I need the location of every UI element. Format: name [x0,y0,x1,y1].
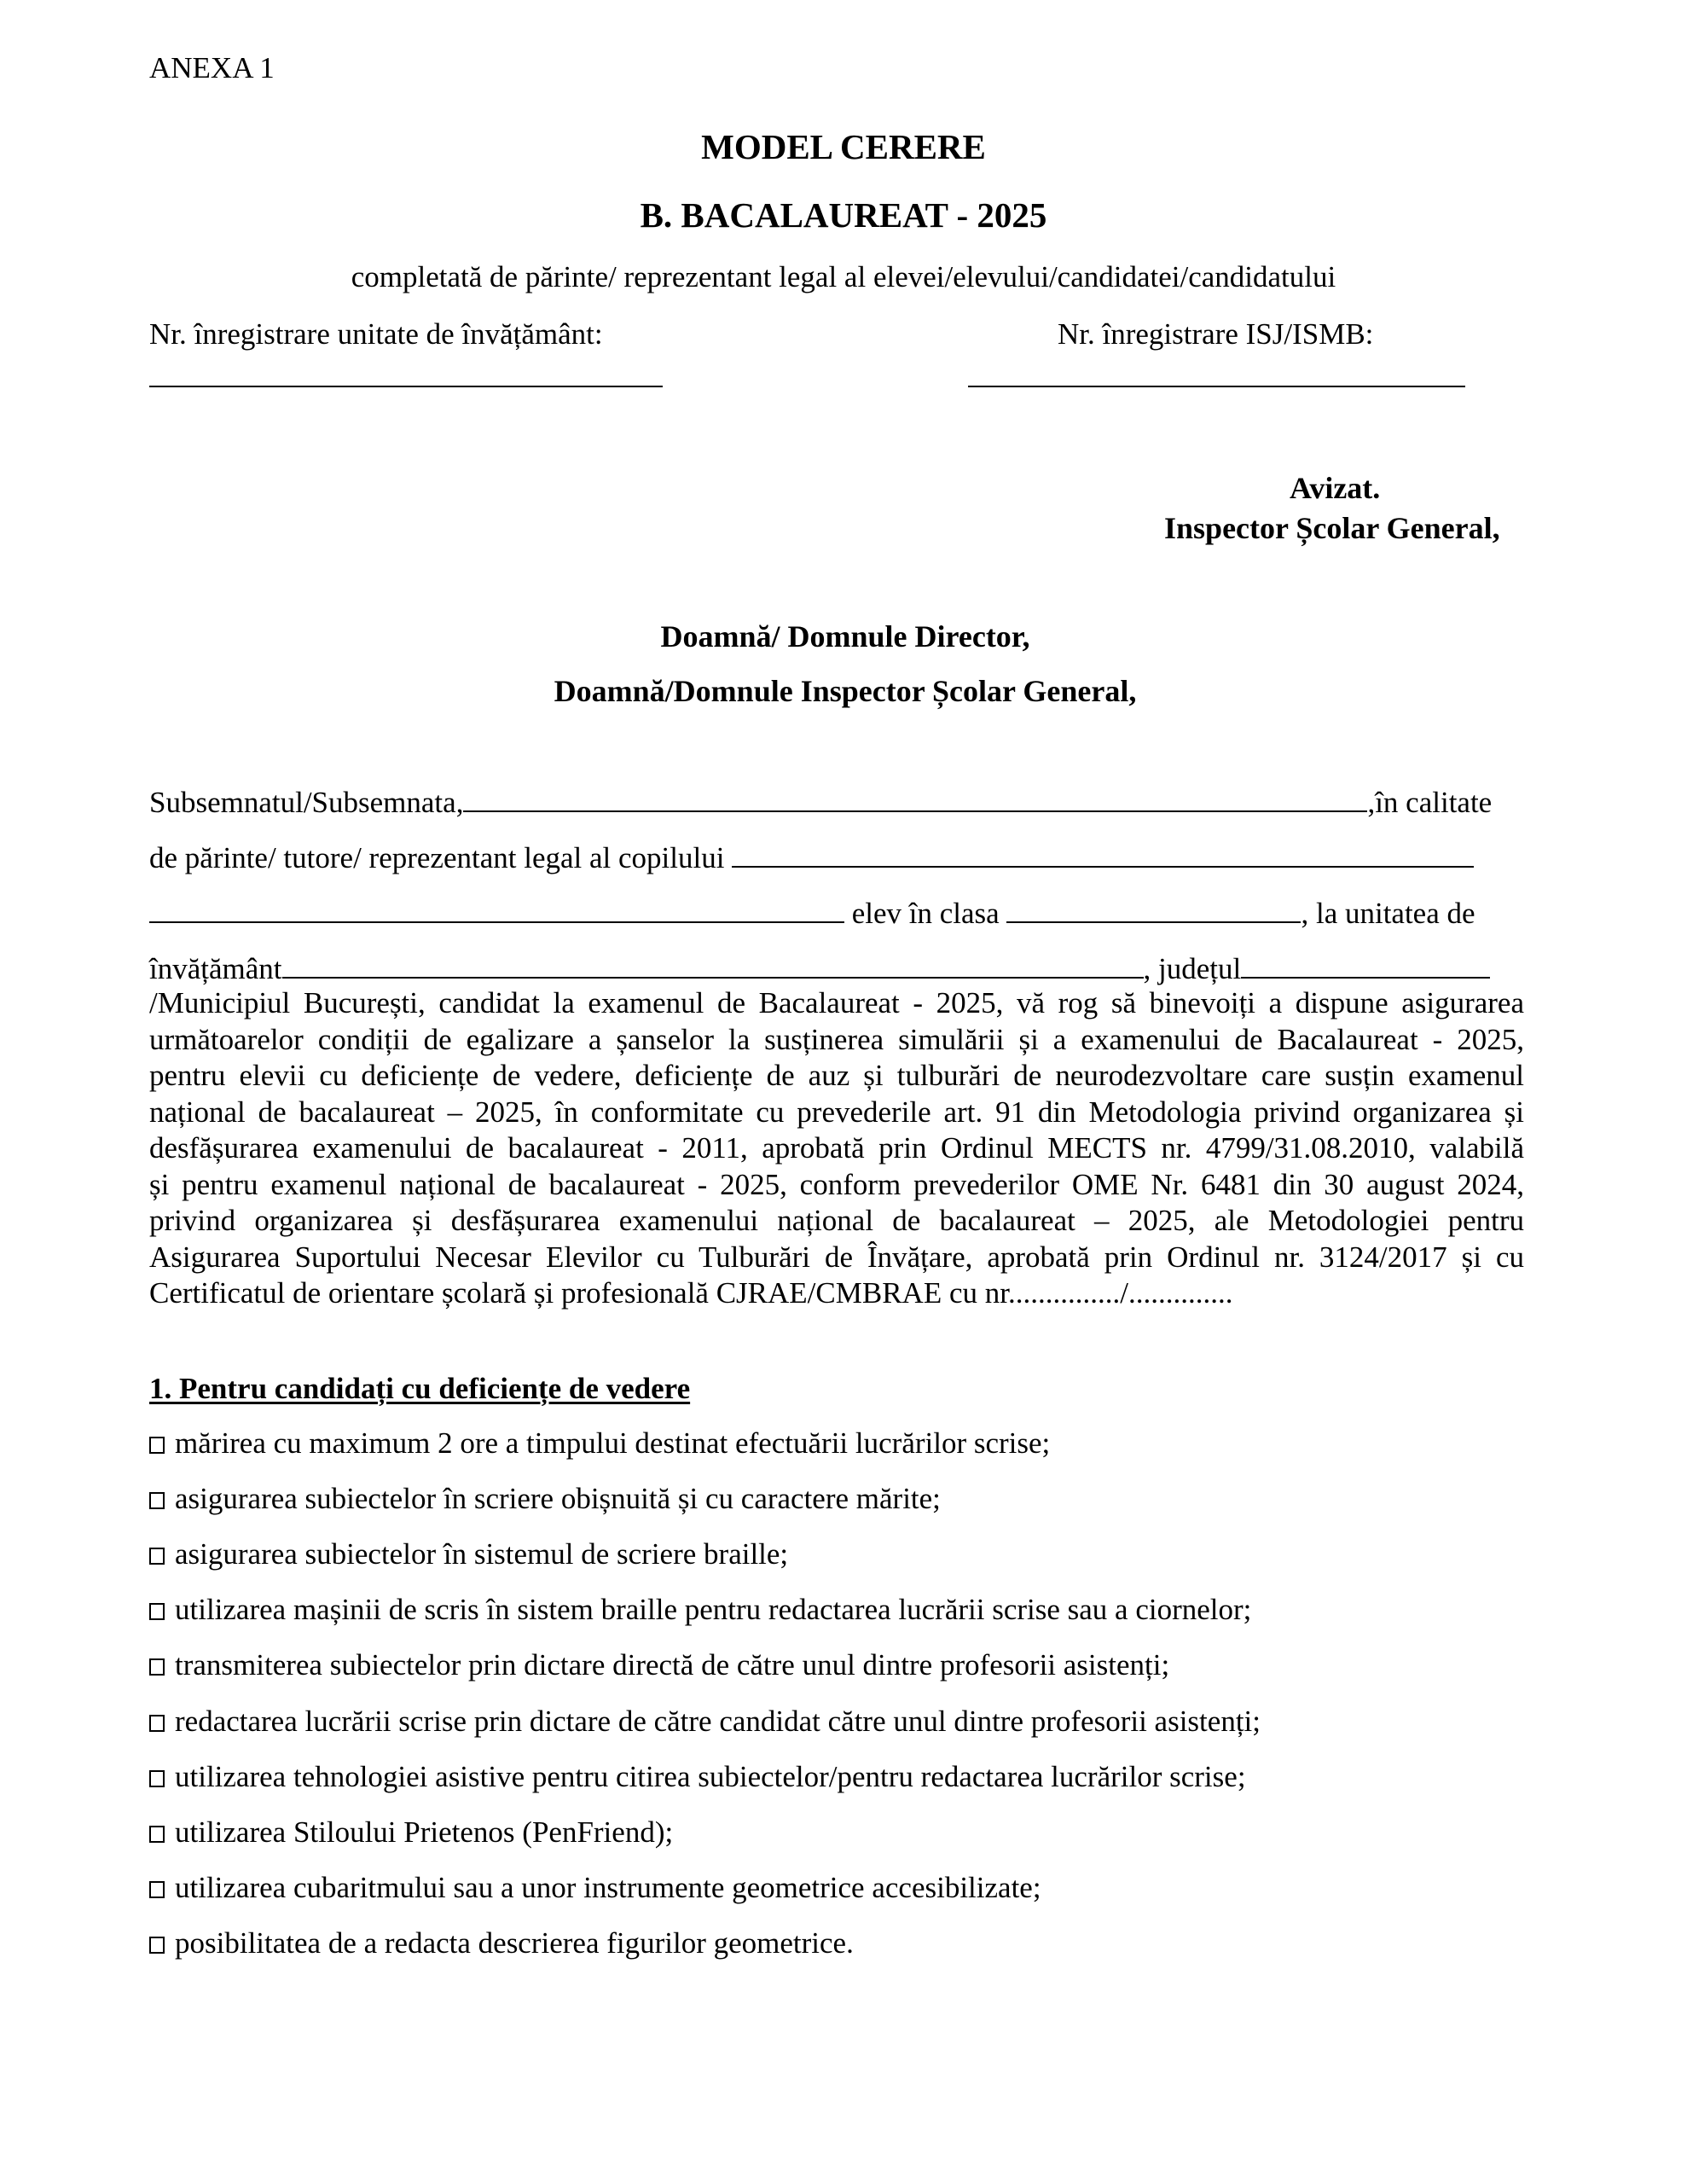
row1-suffix: ,în calitate [1367,786,1493,819]
county-field[interactable] [1241,951,1490,979]
option-item[interactable] [149,1705,1261,1739]
class-field[interactable] [1006,896,1301,923]
option-label: redactarea lucrării scrise prin dictare de către candidat către unul dintre profesorii asistenți; [175,1705,1261,1738]
option-item[interactable] [149,1648,1169,1682]
paragraph-line: și pentru examenul național de bacalaureat - 2025, conform prevederilor OME Nr. 6481 din 30 august 2024, [149,1167,1524,1201]
option-item[interactable] [149,1593,1251,1627]
isj-registration-label: Nr. înregistrare ISJ/ISMB: [1058,317,1374,351]
row4-middle: , județul [1143,952,1242,985]
option-item[interactable] [149,1815,673,1850]
option-item[interactable] [149,1426,1050,1461]
paragraph-line: național de bacalaureat – 2025, în conformitate cu prevederile art. 91 din Metodologia privind organizarea și [149,1095,1524,1129]
option-label: mărirea cu maximum 2 ore a timpului destinat efectuării lucrărilor scrise; [175,1426,1051,1460]
paragraph-line: Certificatul de orientare școlară și profesională CJRAE/CMBRAE cu nr.............../.............. [149,1276,1233,1310]
school-registration-field[interactable] [149,386,663,387]
option-label: asigurarea subiectelor în scriere obișnuită și cu caractere mărite; [175,1482,941,1515]
paragraph-line: următoarelor condiții de egalizare a șanselor la susținerea simulării și a examenului de Bacalaureat - 2025, [149,1022,1524,1056]
checkbox-icon[interactable] [149,1658,165,1676]
parent-name-field[interactable] [463,785,1367,812]
form-row-4 [149,951,1524,986]
document-description: completată de părinte/ reprezentant legal al elevei/elevului/candidatei/candidatului [351,260,1336,293]
option-label: utilizarea Stiloului Prietenos (PenFriend); [175,1815,674,1849]
checkbox-icon[interactable] [149,1548,165,1565]
option-item[interactable] [149,1926,854,1960]
paragraph-line: desfășurarea examenului de bacalaureat - 2011, aprobată prin Ordinul MECTS nr. 4799/31.08.2010, valabilă [149,1131,1524,1165]
option-label: posibilitatea de a redacta descrierea figurilor geometrice. [175,1926,854,1960]
isj-registration-field[interactable] [968,386,1465,387]
row4-prefix: învățământ [149,952,282,985]
option-item[interactable] [149,1537,788,1571]
document-title: MODEL CERERE [701,127,986,166]
checkbox-icon[interactable] [149,1715,165,1732]
row2-prefix: de părinte/ tutore/ reprezentant legal al copilului [149,841,725,874]
checkbox-icon[interactable] [149,1881,165,1898]
form-row-3 [149,896,1524,931]
form-row-1 [149,785,1524,820]
approval-signatory: Inspector Școlar General, [1164,511,1500,545]
school-unit-field[interactable] [282,951,1144,979]
request-paragraph [149,985,1524,1312]
row1-prefix: Subsemnatul/Subsemnata, [149,786,464,819]
checkbox-icon[interactable] [149,1437,165,1454]
checkbox-icon[interactable] [149,1937,165,1954]
document-subtitle: B. BACALAUREAT - 2025 [640,195,1047,235]
checkbox-icon[interactable] [149,1603,165,1620]
paragraph-line: Asigurarea Suportului Necesar Elevilor cu Tulburări de Învățare, aprobată prin Ordinul nr. 3124/2017 și cu [149,1240,1524,1274]
option-item[interactable] [149,1760,1246,1794]
option-item[interactable] [149,1482,941,1516]
checkbox-icon[interactable] [149,1492,165,1509]
checkbox-icon[interactable] [149,1826,165,1843]
child-name-field[interactable] [732,840,1474,868]
salutation-director: Doamnă/ Domnule Director, [660,619,1030,653]
paragraph-line: /Municipiul București, candidat la examenul de Bacalaureat - 2025, vă rog să binevoiți a dispune asigurarea [149,986,1524,1019]
approval-label: Avizat. [1290,471,1381,505]
option-label: transmiterea subiectelor prin dictare directă de către unul dintre profesorii asistenți; [175,1648,1170,1682]
option-item[interactable] [149,1871,1041,1905]
option-label: asigurarea subiectelor în sistemul de scriere braille; [175,1537,789,1571]
option-label: utilizarea mașinii de scris în sistem braille pentru redactarea lucrării scrise sau a ciornelor; [175,1593,1252,1626]
section-heading-vision: 1. Pentru candidați cu deficiențe de vedere [149,1372,691,1405]
salutation-inspector: Doamnă/Domnule Inspector Școlar General, [554,674,1137,708]
row3-middle: elev în clasa [851,897,1000,930]
child-name-continued-field[interactable] [149,896,844,923]
option-label: utilizarea cubaritmului sau a unor instrumente geometrice accesibilizate; [175,1871,1041,1904]
annex-label: ANEXA 1 [149,51,275,84]
paragraph-line: privind organizarea și desfășurarea examenului național de bacalaureat – 2025, ale Metodologiei pentru [149,1204,1524,1237]
form-row-2 [149,840,1524,875]
checkbox-icon[interactable] [149,1770,165,1787]
option-label: utilizarea tehnologiei asistive pentru citirea subiectelor/pentru redactarea lucrărilor scrise; [175,1760,1246,1793]
school-registration-label: Nr. înregistrare unitate de învățământ: [149,317,603,351]
row3-suffix: , la unitatea de [1301,897,1475,930]
paragraph-line: pentru elevii cu deficiențe de vedere, deficiențe de auz și tulburări de neurodezvoltare care susțin examenul [149,1059,1524,1092]
